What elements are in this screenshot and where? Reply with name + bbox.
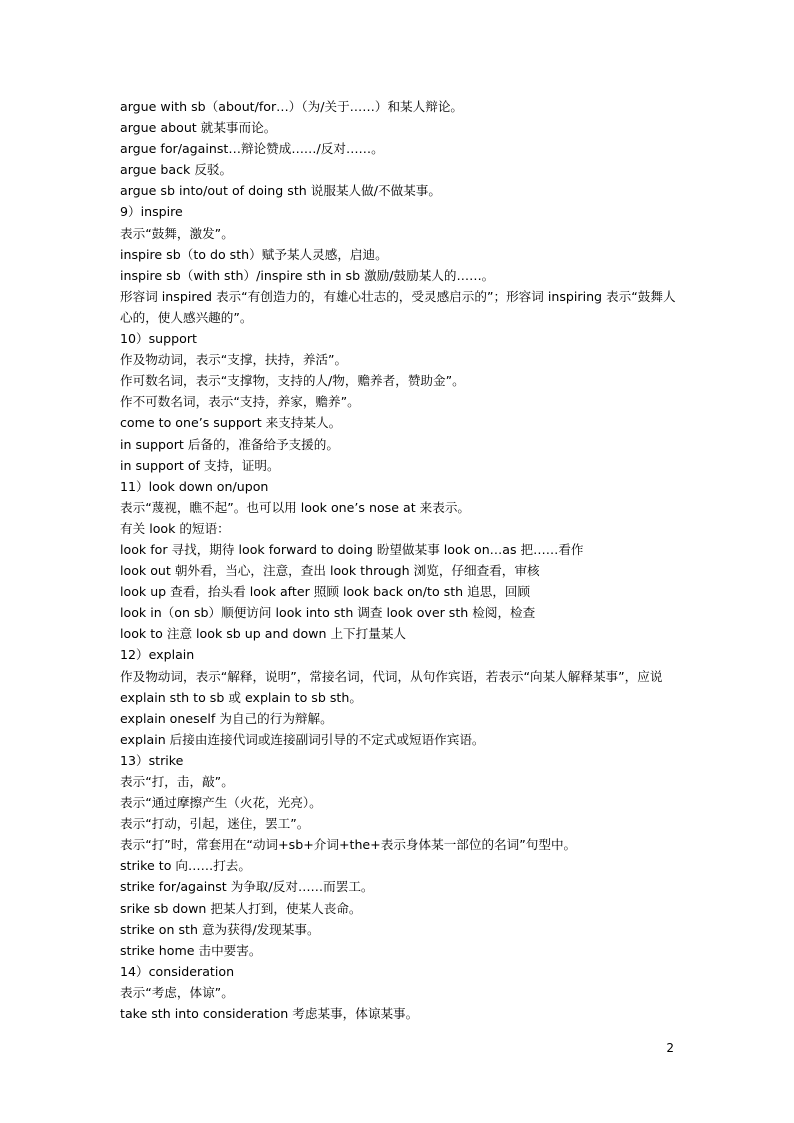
text-line: argue for/against…辩论赞成……/反对……。 <box>120 141 384 157</box>
text-line: in support of 支持，证明。 <box>120 457 280 473</box>
text-line: strike home 击中要害。 <box>120 942 262 958</box>
text-line: explain oneself 为自己的行为辩解。 <box>120 710 333 726</box>
text-line: 有关 look 的短语： <box>120 520 230 536</box>
text-line: argue back 反驳。 <box>120 162 233 178</box>
text-line: argue with sb（about/for…）（为/关于……）和某人辩论。 <box>120 99 464 114</box>
text-line: 表示“打”时，常套用在“动词+sb+介词+the+表示身体某一部位的名词”句型中。 <box>120 837 577 853</box>
text-line: inspire sb（to do sth）赋予某人灵感，启迪。 <box>120 246 388 262</box>
section-heading: 10）support <box>120 331 197 347</box>
page-number: 2 <box>666 1041 674 1055</box>
text-line: look for 寻找，期待 look forward to doing 盼望做某事 look on…as 把……看作 <box>120 541 584 557</box>
text-line: 表示“鼓舞，激发”。 <box>120 225 234 241</box>
text-line: argue about 就某事而论。 <box>120 120 277 136</box>
text-paragraph: 形容词 inspired 表示“有创造力的，有雄心壮志的，受灵感启示的”；形容词 inspiring 表示“鼓舞人心的，使人感兴趣的”。 <box>120 288 676 325</box>
text-line: 表示“蔑视，瞧不起”。也可以用 look one’s nose at 来表示。 <box>120 499 471 515</box>
text-line: strike on sth 意为获得/发现某事。 <box>120 921 320 937</box>
text-line: strike to 向……打去。 <box>120 858 251 874</box>
text-paragraph: 作及物动词，表示“解释，说明”，常接名词，代词，从句作宾语，若表示“向某人解释某事”，应说 explain sth to sb 或 explain to sb sth。 <box>120 668 663 705</box>
page-content <box>120 96 680 1024</box>
text-line: 作及物动词，表示“支撑，扶持，养活”。 <box>120 352 348 368</box>
text-line: look to 注意 look sb up and down 上下打量某人 <box>120 626 407 642</box>
text-line: explain 后接由连接代词或连接副词引导的不定式或短语作宾语。 <box>120 731 485 747</box>
text-line: look in（on sb）顺便访问 look into sth 调查 look over sth 检阅，检查 <box>120 605 536 621</box>
section-heading: 14）consideration <box>120 963 235 979</box>
section-heading: 12）explain <box>120 647 195 663</box>
text-line: 表示“考虑，体谅”。 <box>120 984 234 1000</box>
section-heading: 13）strike <box>120 752 184 768</box>
text-line: srike sb down 把某人打到，使某人丧命。 <box>120 900 362 916</box>
text-line: 表示“打动，引起，迷住，罢工”。 <box>120 816 310 832</box>
text-line: 表示“打，击，敲”。 <box>120 774 234 789</box>
text-line: 作不可数名词，表示“支持，养家，赡养”。 <box>120 394 360 410</box>
text-line: in support 后备的，准备给予支援的。 <box>120 436 339 452</box>
text-line: argue sb into/out of doing sth 说服某人做/不做某事。 <box>120 183 441 199</box>
text-line: 作可数名词，表示“支撑物，支持的人/物，赡养者，赞助金”。 <box>120 373 465 389</box>
text-line: look up 查看，抬头看 look after 照顾 look back on/to sth 追思，回顾 <box>120 584 531 600</box>
text-line: 表示“通过摩擦产生（火花，光亮）。 <box>120 795 322 811</box>
text-line: inspire sb（with sth）/inspire sth in sb 激励/鼓励某人的……。 <box>120 267 495 283</box>
text-line: come to one’s support 来支持某人。 <box>120 415 342 431</box>
text-line: take sth into consideration 考虑某事，体谅某事。 <box>120 1006 419 1022</box>
section-heading: 9）inspire <box>120 204 183 220</box>
section-heading: 11）look down on/upon <box>120 478 269 494</box>
text-line: strike for/against 为争取/反对……而罢工。 <box>120 879 374 895</box>
text-line: look out 朝外看，当心，注意，查出 look through 浏览，仔细查看，审核 <box>120 563 540 579</box>
